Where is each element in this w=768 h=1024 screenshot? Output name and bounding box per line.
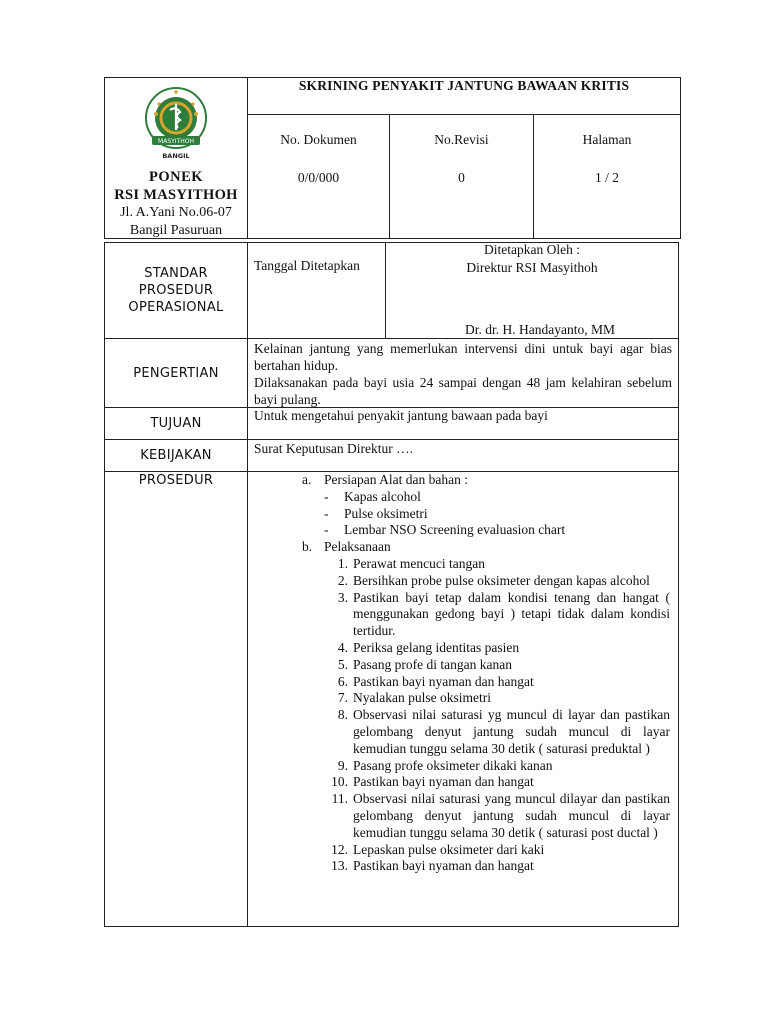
address-line-2: Bangil Pasuruan bbox=[129, 223, 223, 238]
pengertian-text bbox=[254, 340, 672, 408]
tujuan-text: Untuk mengetahui penyakit jantung bawaan pada bayi bbox=[254, 408, 548, 423]
set-by-line-2: Direktur RSI Masyithoh bbox=[466, 260, 598, 275]
doc-number-label: No. Dokumen bbox=[280, 132, 357, 147]
section-a-list bbox=[324, 489, 670, 539]
set-by-line-1: Ditetapkan Oleh : bbox=[484, 242, 580, 257]
hospital-logo bbox=[144, 84, 208, 164]
list-item: 6. Pastikan bayi nyaman dan hangat bbox=[337, 673, 534, 689]
address-line-1: Jl. A.Yani No.06-07 bbox=[120, 205, 232, 220]
header-left-text bbox=[104, 168, 248, 240]
prosedur-label: PROSEDUR bbox=[138, 473, 214, 488]
sop-label-line-3: OPERASIONAL bbox=[128, 300, 224, 315]
prosedur-content bbox=[296, 472, 670, 875]
list-item: 1. Perawat mencuci tangan bbox=[337, 555, 485, 571]
date-cell bbox=[247, 242, 386, 339]
kebijakan-label: KEBIJAKAN bbox=[140, 448, 212, 463]
prosedur-label-cell bbox=[104, 471, 248, 927]
list-item: 5. Pasang profe di tangan kanan bbox=[337, 656, 512, 672]
logo-banner-text: MASYITHOH bbox=[158, 138, 194, 145]
revision-label: No.Revisi bbox=[434, 132, 489, 147]
tujuan-label: TUJUAN bbox=[150, 416, 202, 431]
sop-label-line-2: PROSEDUR bbox=[138, 283, 214, 298]
section-b-title: Pelaksanaan bbox=[324, 539, 391, 555]
list-item: 12. Lepaskan pulse oksimeter dari kaki bbox=[331, 841, 545, 857]
pengertian-paragraph-2: Dilaksanakan pada bayi usia 24 sampai dengan 48 jam kelahiran sebelum bayi pulang. bbox=[254, 375, 672, 407]
list-item: 7. Nyalakan pulse oksimetri bbox=[337, 690, 491, 706]
list-item: 4. Periksa gelang identitas pasien bbox=[337, 639, 520, 655]
unit-name: PONEK bbox=[148, 169, 204, 185]
list-item: 3. Pastikan bayi tetap dalam kondisi tenang dan hangat ( menggunakan gedong bayi ) tetapi tidak dalam kondisi tertidur. bbox=[337, 589, 670, 639]
date-label: Tanggal Ditetapkan bbox=[254, 258, 360, 273]
sop-label-line-1: STANDAR bbox=[144, 266, 208, 281]
page-value: 1 / 2 bbox=[594, 170, 619, 185]
list-item: 10. Pastikan bayi nyaman dan hangat bbox=[331, 774, 534, 790]
doc-number-value: 0/0/000 bbox=[297, 170, 340, 185]
kebijakan-text: Surat Keputusan Direktur …. bbox=[254, 441, 413, 456]
section-b-heading bbox=[296, 539, 670, 556]
sop-label bbox=[104, 265, 248, 316]
list-item: 2. Bersihkan probe pulse oksimeter dengan kapas alcohol bbox=[337, 572, 650, 588]
revision-value: 0 bbox=[458, 170, 465, 185]
section-a-title: Persiapan Alat dan bahan : bbox=[324, 472, 468, 487]
list-item: - Kapas alcohol bbox=[324, 488, 421, 504]
section-a-heading bbox=[296, 472, 670, 489]
signer-name: Dr. dr. H. Handayanto, MM bbox=[465, 322, 615, 337]
page-label: Halaman bbox=[582, 132, 632, 147]
pengertian-label: PENGERTIAN bbox=[133, 366, 219, 381]
logo-bottom-text: BANGIL bbox=[162, 152, 190, 160]
list-item: 8. Observasi nilai saturasi yg muncul di layar dan pastikan gelombang denyut jantung sudah muncul di layar kemudian tunggu selama 30 detik ( saturasi preduktal ) bbox=[337, 707, 670, 756]
list-item: 13. Pastikan bayi nyaman dan hangat bbox=[331, 858, 534, 874]
section-b-list bbox=[324, 556, 670, 875]
list-item: 9. Pasang profe oksimeter dikaki kanan bbox=[337, 757, 553, 773]
pengertian-paragraph-1: Kelainan jantung yang memerlukan intervensi dini untuk bayi agar bias bertahan hidup. bbox=[254, 341, 672, 373]
hospital-name: RSI MASYITHOH bbox=[114, 187, 238, 203]
section-b-marker: b. bbox=[302, 539, 313, 555]
list-item: - Lembar NSO Screening evaluasion chart bbox=[324, 522, 566, 538]
list-item: 11. Observasi nilai saturasi yang muncul dilayar dan pastikan gelombang denyut jantung sudah muncul di layar kemudian tunggu selama 30 detik ( saturasi post ductal ) bbox=[331, 791, 670, 840]
list-item: - Pulse oksimetri bbox=[324, 505, 428, 521]
document-title: SKRINING PENYAKIT JANTUNG BAWAAN KRITIS bbox=[298, 78, 630, 93]
section-a-marker: a. bbox=[302, 472, 312, 487]
